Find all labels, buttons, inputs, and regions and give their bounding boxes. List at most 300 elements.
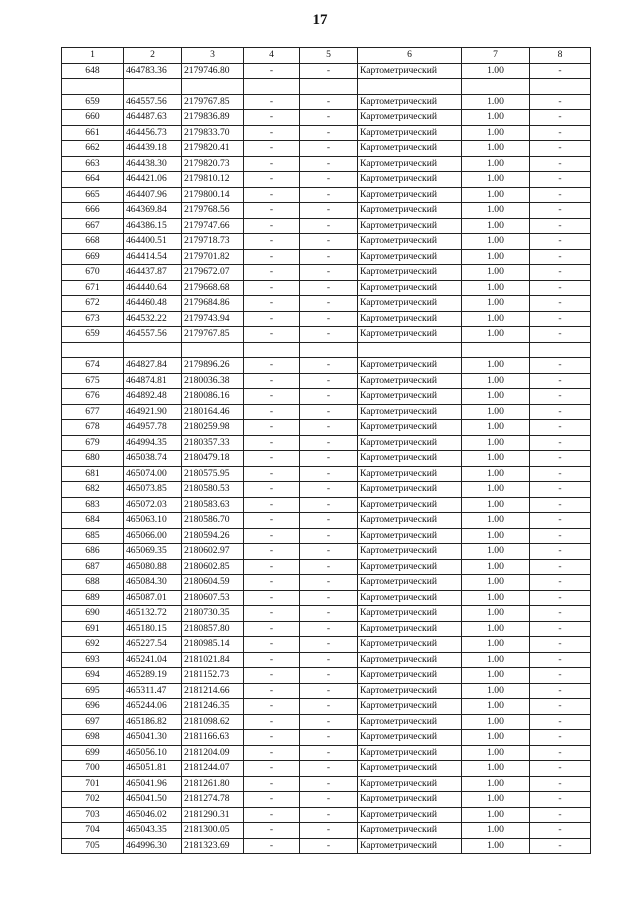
coord-x-cell: 465180.15 <box>124 621 182 637</box>
method-cell: Картометрический <box>358 559 462 575</box>
point-number-cell: 670 <box>62 265 124 281</box>
point-number-cell: 673 <box>62 311 124 327</box>
coord-x-cell: 465066.00 <box>124 528 182 544</box>
col-5-cell: - <box>300 172 358 188</box>
col-4-cell: - <box>244 311 300 327</box>
col-8-cell: - <box>530 807 591 823</box>
accuracy-cell: 1.00 <box>462 141 530 157</box>
col-8-cell: - <box>530 187 591 203</box>
point-number-cell: 663 <box>62 156 124 172</box>
col-4-cell: - <box>244 838 300 854</box>
coord-x-cell: 464386.15 <box>124 218 182 234</box>
coord-x-cell: 465038.74 <box>124 451 182 467</box>
col-5-cell: - <box>300 373 358 389</box>
col-8-cell: - <box>530 606 591 622</box>
coord-y-cell: 2181246.35 <box>182 699 244 715</box>
coord-y-cell: 2179810.12 <box>182 172 244 188</box>
separator-row <box>62 79 591 95</box>
empty-cell <box>462 79 530 95</box>
col-8-cell: - <box>530 544 591 560</box>
accuracy-cell: 1.00 <box>462 404 530 420</box>
column-header-6: 6 <box>358 48 462 64</box>
empty-cell <box>244 79 300 95</box>
col-4-cell: - <box>244 234 300 250</box>
col-4-cell: - <box>244 218 300 234</box>
point-number-cell: 685 <box>62 528 124 544</box>
table-row <box>62 544 591 560</box>
table-row <box>62 358 591 374</box>
point-number-cell: 668 <box>62 234 124 250</box>
col-4-cell: - <box>244 621 300 637</box>
accuracy-cell: 1.00 <box>462 482 530 498</box>
method-cell: Картометрический <box>358 575 462 591</box>
empty-cell <box>182 342 244 358</box>
accuracy-cell: 1.00 <box>462 730 530 746</box>
col-4-cell: - <box>244 156 300 172</box>
col-5-cell: - <box>300 141 358 157</box>
col-4-cell: - <box>244 451 300 467</box>
coord-x-cell: 464414.54 <box>124 249 182 265</box>
accuracy-cell: 1.00 <box>462 652 530 668</box>
table-row <box>62 745 591 761</box>
coord-y-cell: 2180259.98 <box>182 420 244 436</box>
method-cell: Картометрический <box>358 327 462 343</box>
accuracy-cell: 1.00 <box>462 63 530 79</box>
point-number-cell: 671 <box>62 280 124 296</box>
col-4-cell: - <box>244 745 300 761</box>
table-row <box>62 265 591 281</box>
method-cell: Картометрический <box>358 699 462 715</box>
method-cell: Картометрический <box>358 838 462 854</box>
coord-y-cell: 2181166.63 <box>182 730 244 746</box>
table-row <box>62 203 591 219</box>
table-row <box>62 606 591 622</box>
col-4-cell: - <box>244 280 300 296</box>
method-cell: Картометрический <box>358 482 462 498</box>
col-5-cell: - <box>300 606 358 622</box>
table-row <box>62 420 591 436</box>
point-number-cell: 689 <box>62 590 124 606</box>
col-8-cell: - <box>530 761 591 777</box>
table-row <box>62 621 591 637</box>
accuracy-cell: 1.00 <box>462 218 530 234</box>
accuracy-cell: 1.00 <box>462 606 530 622</box>
coord-x-cell: 464892.48 <box>124 389 182 405</box>
accuracy-cell: 1.00 <box>462 327 530 343</box>
column-header-5: 5 <box>300 48 358 64</box>
table-row <box>62 94 591 110</box>
accuracy-cell: 1.00 <box>462 745 530 761</box>
coord-y-cell: 2180602.97 <box>182 544 244 560</box>
method-cell: Картометрический <box>358 280 462 296</box>
point-number-cell: 660 <box>62 110 124 126</box>
accuracy-cell: 1.00 <box>462 373 530 389</box>
table-row <box>62 466 591 482</box>
col-8-cell: - <box>530 296 591 312</box>
col-4-cell: - <box>244 575 300 591</box>
coord-y-cell: 2179767.85 <box>182 94 244 110</box>
coord-y-cell: 2181323.69 <box>182 838 244 854</box>
col-4-cell: - <box>244 358 300 374</box>
accuracy-cell: 1.00 <box>462 187 530 203</box>
table-row <box>62 761 591 777</box>
table-row <box>62 652 591 668</box>
coord-x-cell: 465311.47 <box>124 683 182 699</box>
col-8-cell: - <box>530 451 591 467</box>
col-8-cell: - <box>530 792 591 808</box>
method-cell: Картометрический <box>358 652 462 668</box>
table-row <box>62 792 591 808</box>
table-row <box>62 513 591 529</box>
column-header-1: 1 <box>62 48 124 64</box>
table-row <box>62 110 591 126</box>
col-5-cell: - <box>300 358 358 374</box>
point-number-cell: 688 <box>62 575 124 591</box>
method-cell: Картометрический <box>358 637 462 653</box>
empty-cell <box>300 79 358 95</box>
accuracy-cell: 1.00 <box>462 265 530 281</box>
accuracy-cell: 1.00 <box>462 513 530 529</box>
coord-x-cell: 464439.18 <box>124 141 182 157</box>
col-5-cell: - <box>300 249 358 265</box>
col-8-cell: - <box>530 699 591 715</box>
empty-cell <box>182 79 244 95</box>
point-number-cell: 695 <box>62 683 124 699</box>
col-4-cell: - <box>244 714 300 730</box>
point-number-cell: 676 <box>62 389 124 405</box>
page-number: 17 <box>312 12 328 28</box>
method-cell: Картометрический <box>358 714 462 730</box>
table-row <box>62 373 591 389</box>
coord-x-cell: 465072.03 <box>124 497 182 513</box>
col-8-cell: - <box>530 776 591 792</box>
accuracy-cell: 1.00 <box>462 311 530 327</box>
col-4-cell: - <box>244 373 300 389</box>
table-row <box>62 683 591 699</box>
coord-x-cell: 465063.10 <box>124 513 182 529</box>
col-5-cell: - <box>300 296 358 312</box>
col-5-cell: - <box>300 699 358 715</box>
col-4-cell: - <box>244 172 300 188</box>
coord-x-cell: 465043.35 <box>124 823 182 839</box>
col-8-cell: - <box>530 141 591 157</box>
col-4-cell: - <box>244 761 300 777</box>
accuracy-cell: 1.00 <box>462 761 530 777</box>
coord-x-cell: 464407.96 <box>124 187 182 203</box>
table-row <box>62 838 591 854</box>
table-row <box>62 451 591 467</box>
col-4-cell: - <box>244 590 300 606</box>
accuracy-cell: 1.00 <box>462 637 530 653</box>
col-8-cell: - <box>530 730 591 746</box>
col-5-cell: - <box>300 823 358 839</box>
coord-y-cell: 2181214.66 <box>182 683 244 699</box>
method-cell: Картометрический <box>358 420 462 436</box>
coord-y-cell: 2181274.78 <box>182 792 244 808</box>
coord-y-cell: 2180594.26 <box>182 528 244 544</box>
col-4-cell: - <box>244 544 300 560</box>
col-5-cell: - <box>300 451 358 467</box>
method-cell: Картометрический <box>358 761 462 777</box>
method-cell: Картометрический <box>358 528 462 544</box>
col-8-cell: - <box>530 249 591 265</box>
coord-y-cell: 2181021.84 <box>182 652 244 668</box>
accuracy-cell: 1.00 <box>462 544 530 560</box>
table-row <box>62 218 591 234</box>
col-5-cell: - <box>300 234 358 250</box>
col-8-cell: - <box>530 652 591 668</box>
method-cell: Картометрический <box>358 125 462 141</box>
accuracy-cell: 1.00 <box>462 249 530 265</box>
table-row <box>62 404 591 420</box>
col-5-cell: - <box>300 528 358 544</box>
method-cell: Картометрический <box>358 156 462 172</box>
table-row <box>62 528 591 544</box>
point-number-cell: 702 <box>62 792 124 808</box>
method-cell: Картометрический <box>358 373 462 389</box>
table-row <box>62 141 591 157</box>
coord-x-cell: 465241.04 <box>124 652 182 668</box>
empty-cell <box>358 79 462 95</box>
accuracy-cell: 1.00 <box>462 575 530 591</box>
table-row <box>62 590 591 606</box>
point-number-cell: 697 <box>62 714 124 730</box>
col-4-cell: - <box>244 265 300 281</box>
col-4-cell: - <box>244 668 300 684</box>
table-row <box>62 234 591 250</box>
point-number-cell: 674 <box>62 358 124 374</box>
point-number-cell: 705 <box>62 838 124 854</box>
empty-cell <box>62 79 124 95</box>
coord-y-cell: 2180357.33 <box>182 435 244 451</box>
col-5-cell: - <box>300 389 358 405</box>
col-5-cell: - <box>300 776 358 792</box>
point-number-cell: 665 <box>62 187 124 203</box>
col-8-cell: - <box>530 683 591 699</box>
point-number-cell: 694 <box>62 668 124 684</box>
col-8-cell: - <box>530 513 591 529</box>
table-row <box>62 280 591 296</box>
col-5-cell: - <box>300 63 358 79</box>
col-8-cell: - <box>530 838 591 854</box>
accuracy-cell: 1.00 <box>462 699 530 715</box>
coord-y-cell: 2180857.80 <box>182 621 244 637</box>
coord-y-cell: 2180086.16 <box>182 389 244 405</box>
col-5-cell: - <box>300 110 358 126</box>
point-number-cell: 686 <box>62 544 124 560</box>
col-8-cell: - <box>530 203 591 219</box>
table-row <box>62 730 591 746</box>
table-row <box>62 63 591 79</box>
column-header-7: 7 <box>462 48 530 64</box>
col-5-cell: - <box>300 745 358 761</box>
col-4-cell: - <box>244 792 300 808</box>
method-cell: Картометрический <box>358 249 462 265</box>
accuracy-cell: 1.00 <box>462 156 530 172</box>
col-8-cell: - <box>530 637 591 653</box>
accuracy-cell: 1.00 <box>462 203 530 219</box>
col-5-cell: - <box>300 714 358 730</box>
coord-y-cell: 2181261.80 <box>182 776 244 792</box>
accuracy-cell: 1.00 <box>462 280 530 296</box>
method-cell: Картометрический <box>358 730 462 746</box>
method-cell: Картометрический <box>358 63 462 79</box>
coord-y-cell: 2180479.18 <box>182 451 244 467</box>
point-number-cell: 696 <box>62 699 124 715</box>
table-row <box>62 482 591 498</box>
method-cell: Картометрический <box>358 265 462 281</box>
accuracy-cell: 1.00 <box>462 792 530 808</box>
accuracy-cell: 1.00 <box>462 420 530 436</box>
col-5-cell: - <box>300 156 358 172</box>
coord-y-cell: 2179668.68 <box>182 280 244 296</box>
col-4-cell: - <box>244 823 300 839</box>
coord-y-cell: 2179833.70 <box>182 125 244 141</box>
empty-cell <box>530 342 591 358</box>
col-5-cell: - <box>300 497 358 513</box>
col-8-cell: - <box>530 172 591 188</box>
coord-x-cell: 465041.30 <box>124 730 182 746</box>
coord-y-cell: 2179836.89 <box>182 110 244 126</box>
accuracy-cell: 1.00 <box>462 94 530 110</box>
col-5-cell: - <box>300 125 358 141</box>
point-number-cell: 704 <box>62 823 124 839</box>
table-row <box>62 435 591 451</box>
coord-x-cell: 464783.36 <box>124 63 182 79</box>
table-row <box>62 125 591 141</box>
method-cell: Картометрический <box>358 544 462 560</box>
col-4-cell: - <box>244 559 300 575</box>
accuracy-cell: 1.00 <box>462 683 530 699</box>
coordinates-table <box>61 47 591 854</box>
point-number-cell: 690 <box>62 606 124 622</box>
col-8-cell: - <box>530 621 591 637</box>
table-row <box>62 187 591 203</box>
col-5-cell: - <box>300 637 358 653</box>
coord-y-cell: 2180164.46 <box>182 404 244 420</box>
accuracy-cell: 1.00 <box>462 714 530 730</box>
coord-y-cell: 2179820.41 <box>182 141 244 157</box>
accuracy-cell: 1.00 <box>462 559 530 575</box>
coord-x-cell: 464438.30 <box>124 156 182 172</box>
point-number-cell: 679 <box>62 435 124 451</box>
table-row <box>62 776 591 792</box>
method-cell: Картометрический <box>358 590 462 606</box>
coord-y-cell: 2180604.59 <box>182 575 244 591</box>
col-5-cell: - <box>300 559 358 575</box>
col-4-cell: - <box>244 249 300 265</box>
empty-cell <box>462 342 530 358</box>
col-5-cell: - <box>300 327 358 343</box>
accuracy-cell: 1.00 <box>462 110 530 126</box>
col-5-cell: - <box>300 652 358 668</box>
coord-y-cell: 2180036.38 <box>182 373 244 389</box>
col-8-cell: - <box>530 528 591 544</box>
accuracy-cell: 1.00 <box>462 389 530 405</box>
coord-x-cell: 465186.82 <box>124 714 182 730</box>
col-5-cell: - <box>300 590 358 606</box>
method-cell: Картометрический <box>358 296 462 312</box>
method-cell: Картометрический <box>358 172 462 188</box>
col-5-cell: - <box>300 761 358 777</box>
coord-y-cell: 2179820.73 <box>182 156 244 172</box>
empty-cell <box>530 79 591 95</box>
coord-y-cell: 2180985.14 <box>182 637 244 653</box>
table-row <box>62 668 591 684</box>
empty-cell <box>62 342 124 358</box>
coord-x-cell: 464557.56 <box>124 94 182 110</box>
table-row <box>62 389 591 405</box>
coord-x-cell: 464994.35 <box>124 435 182 451</box>
col-5-cell: - <box>300 575 358 591</box>
coord-x-cell: 465080.88 <box>124 559 182 575</box>
method-cell: Картометрический <box>358 358 462 374</box>
method-cell: Картометрический <box>358 466 462 482</box>
col-4-cell: - <box>244 807 300 823</box>
coord-x-cell: 465041.50 <box>124 792 182 808</box>
table-row <box>62 172 591 188</box>
coord-x-cell: 464369.84 <box>124 203 182 219</box>
header-row <box>62 48 591 64</box>
coord-y-cell: 2180583.63 <box>182 497 244 513</box>
coord-x-cell: 465051.81 <box>124 761 182 777</box>
col-4-cell: - <box>244 683 300 699</box>
table-row <box>62 311 591 327</box>
col-5-cell: - <box>300 420 358 436</box>
method-cell: Картометрический <box>358 311 462 327</box>
col-8-cell: - <box>530 156 591 172</box>
method-cell: Картометрический <box>358 389 462 405</box>
col-5-cell: - <box>300 513 358 529</box>
col-8-cell: - <box>530 311 591 327</box>
col-8-cell: - <box>530 94 591 110</box>
coord-y-cell: 2179800.14 <box>182 187 244 203</box>
col-4-cell: - <box>244 466 300 482</box>
coord-y-cell: 2179743.94 <box>182 311 244 327</box>
coord-x-cell: 465084.30 <box>124 575 182 591</box>
method-cell: Картометрический <box>358 187 462 203</box>
col-8-cell: - <box>530 497 591 513</box>
method-cell: Картометрический <box>358 621 462 637</box>
point-number-cell: 659 <box>62 94 124 110</box>
coord-y-cell: 2181098.62 <box>182 714 244 730</box>
point-number-cell: 678 <box>62 420 124 436</box>
table-body <box>62 63 591 854</box>
col-8-cell: - <box>530 327 591 343</box>
point-number-cell: 692 <box>62 637 124 653</box>
coord-y-cell: 2180575.95 <box>182 466 244 482</box>
col-4-cell: - <box>244 110 300 126</box>
accuracy-cell: 1.00 <box>462 497 530 513</box>
method-cell: Картометрический <box>358 745 462 761</box>
method-cell: Картометрический <box>358 776 462 792</box>
col-4-cell: - <box>244 63 300 79</box>
col-8-cell: - <box>530 590 591 606</box>
point-number-cell: 687 <box>62 559 124 575</box>
col-8-cell: - <box>530 125 591 141</box>
coord-y-cell: 2179718.73 <box>182 234 244 250</box>
col-4-cell: - <box>244 94 300 110</box>
point-number-cell: 699 <box>62 745 124 761</box>
accuracy-cell: 1.00 <box>462 435 530 451</box>
point-number-cell: 659 <box>62 327 124 343</box>
point-number-cell: 703 <box>62 807 124 823</box>
coord-y-cell: 2180586.70 <box>182 513 244 529</box>
col-5-cell: - <box>300 544 358 560</box>
col-5-cell: - <box>300 265 358 281</box>
coord-x-cell: 464921.90 <box>124 404 182 420</box>
coord-y-cell: 2179747.66 <box>182 218 244 234</box>
